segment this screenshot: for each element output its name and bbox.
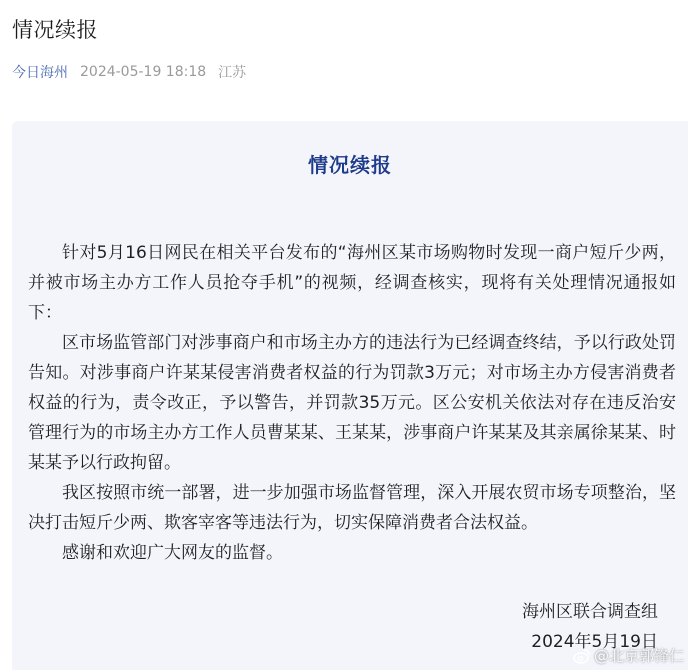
publish-datetime: 2024-05-19 18:18 <box>80 64 207 80</box>
notice-body <box>28 238 676 568</box>
signature-org: 海州区联合调查组 <box>522 602 658 622</box>
notice-card <box>12 121 688 670</box>
weibo-icon <box>573 647 591 665</box>
article-title: 情况续报 <box>12 18 98 42</box>
watermark-text: @北京郭锋仁 <box>593 647 684 665</box>
publish-location: 江苏 <box>218 65 247 81</box>
article-meta <box>12 62 246 82</box>
notice-paragraph: 针对5月16日网民在相关平台发布的“海州区某市场购物时发现一商户短斤少两，并被市场主办方工作人员抢夺手机”的视频，经调查核实，现将有关处理情况通报如下： <box>28 243 676 323</box>
notice-paragraph: 感谢和欢迎广大网友的监督。 <box>62 543 283 563</box>
watermark <box>573 645 684 666</box>
signature-date: 2024年5月19日 <box>531 632 658 652</box>
source-link[interactable]: 今日海州 <box>12 65 68 81</box>
notice-title: 情况续报 <box>308 153 392 177</box>
notice-paragraph: 我区按照市统一部署，进一步加强市场监督管理，深入开展农贸市场专项整治，坚决打击短斤少两、欺客宰客等违法行为，切实保障消费者合法权益。 <box>28 483 676 533</box>
notice-paragraph: 区市场监管部门对涉事商户和市场主办方的违法行为已经调查终结，予以行政处罚告知。对涉事商户许某某侵害消费者权益的行为罚款3万元；对市场主办方侵害消费者权益的行为，责令改正，予以警告，并罚款35万元。区公安机关依法对存在违反治安管理行为的市场主办方工作人员曹某某、王某某，涉事商户许某某及其亲属徐某某、时某某予以行政拘留。 <box>28 333 676 473</box>
